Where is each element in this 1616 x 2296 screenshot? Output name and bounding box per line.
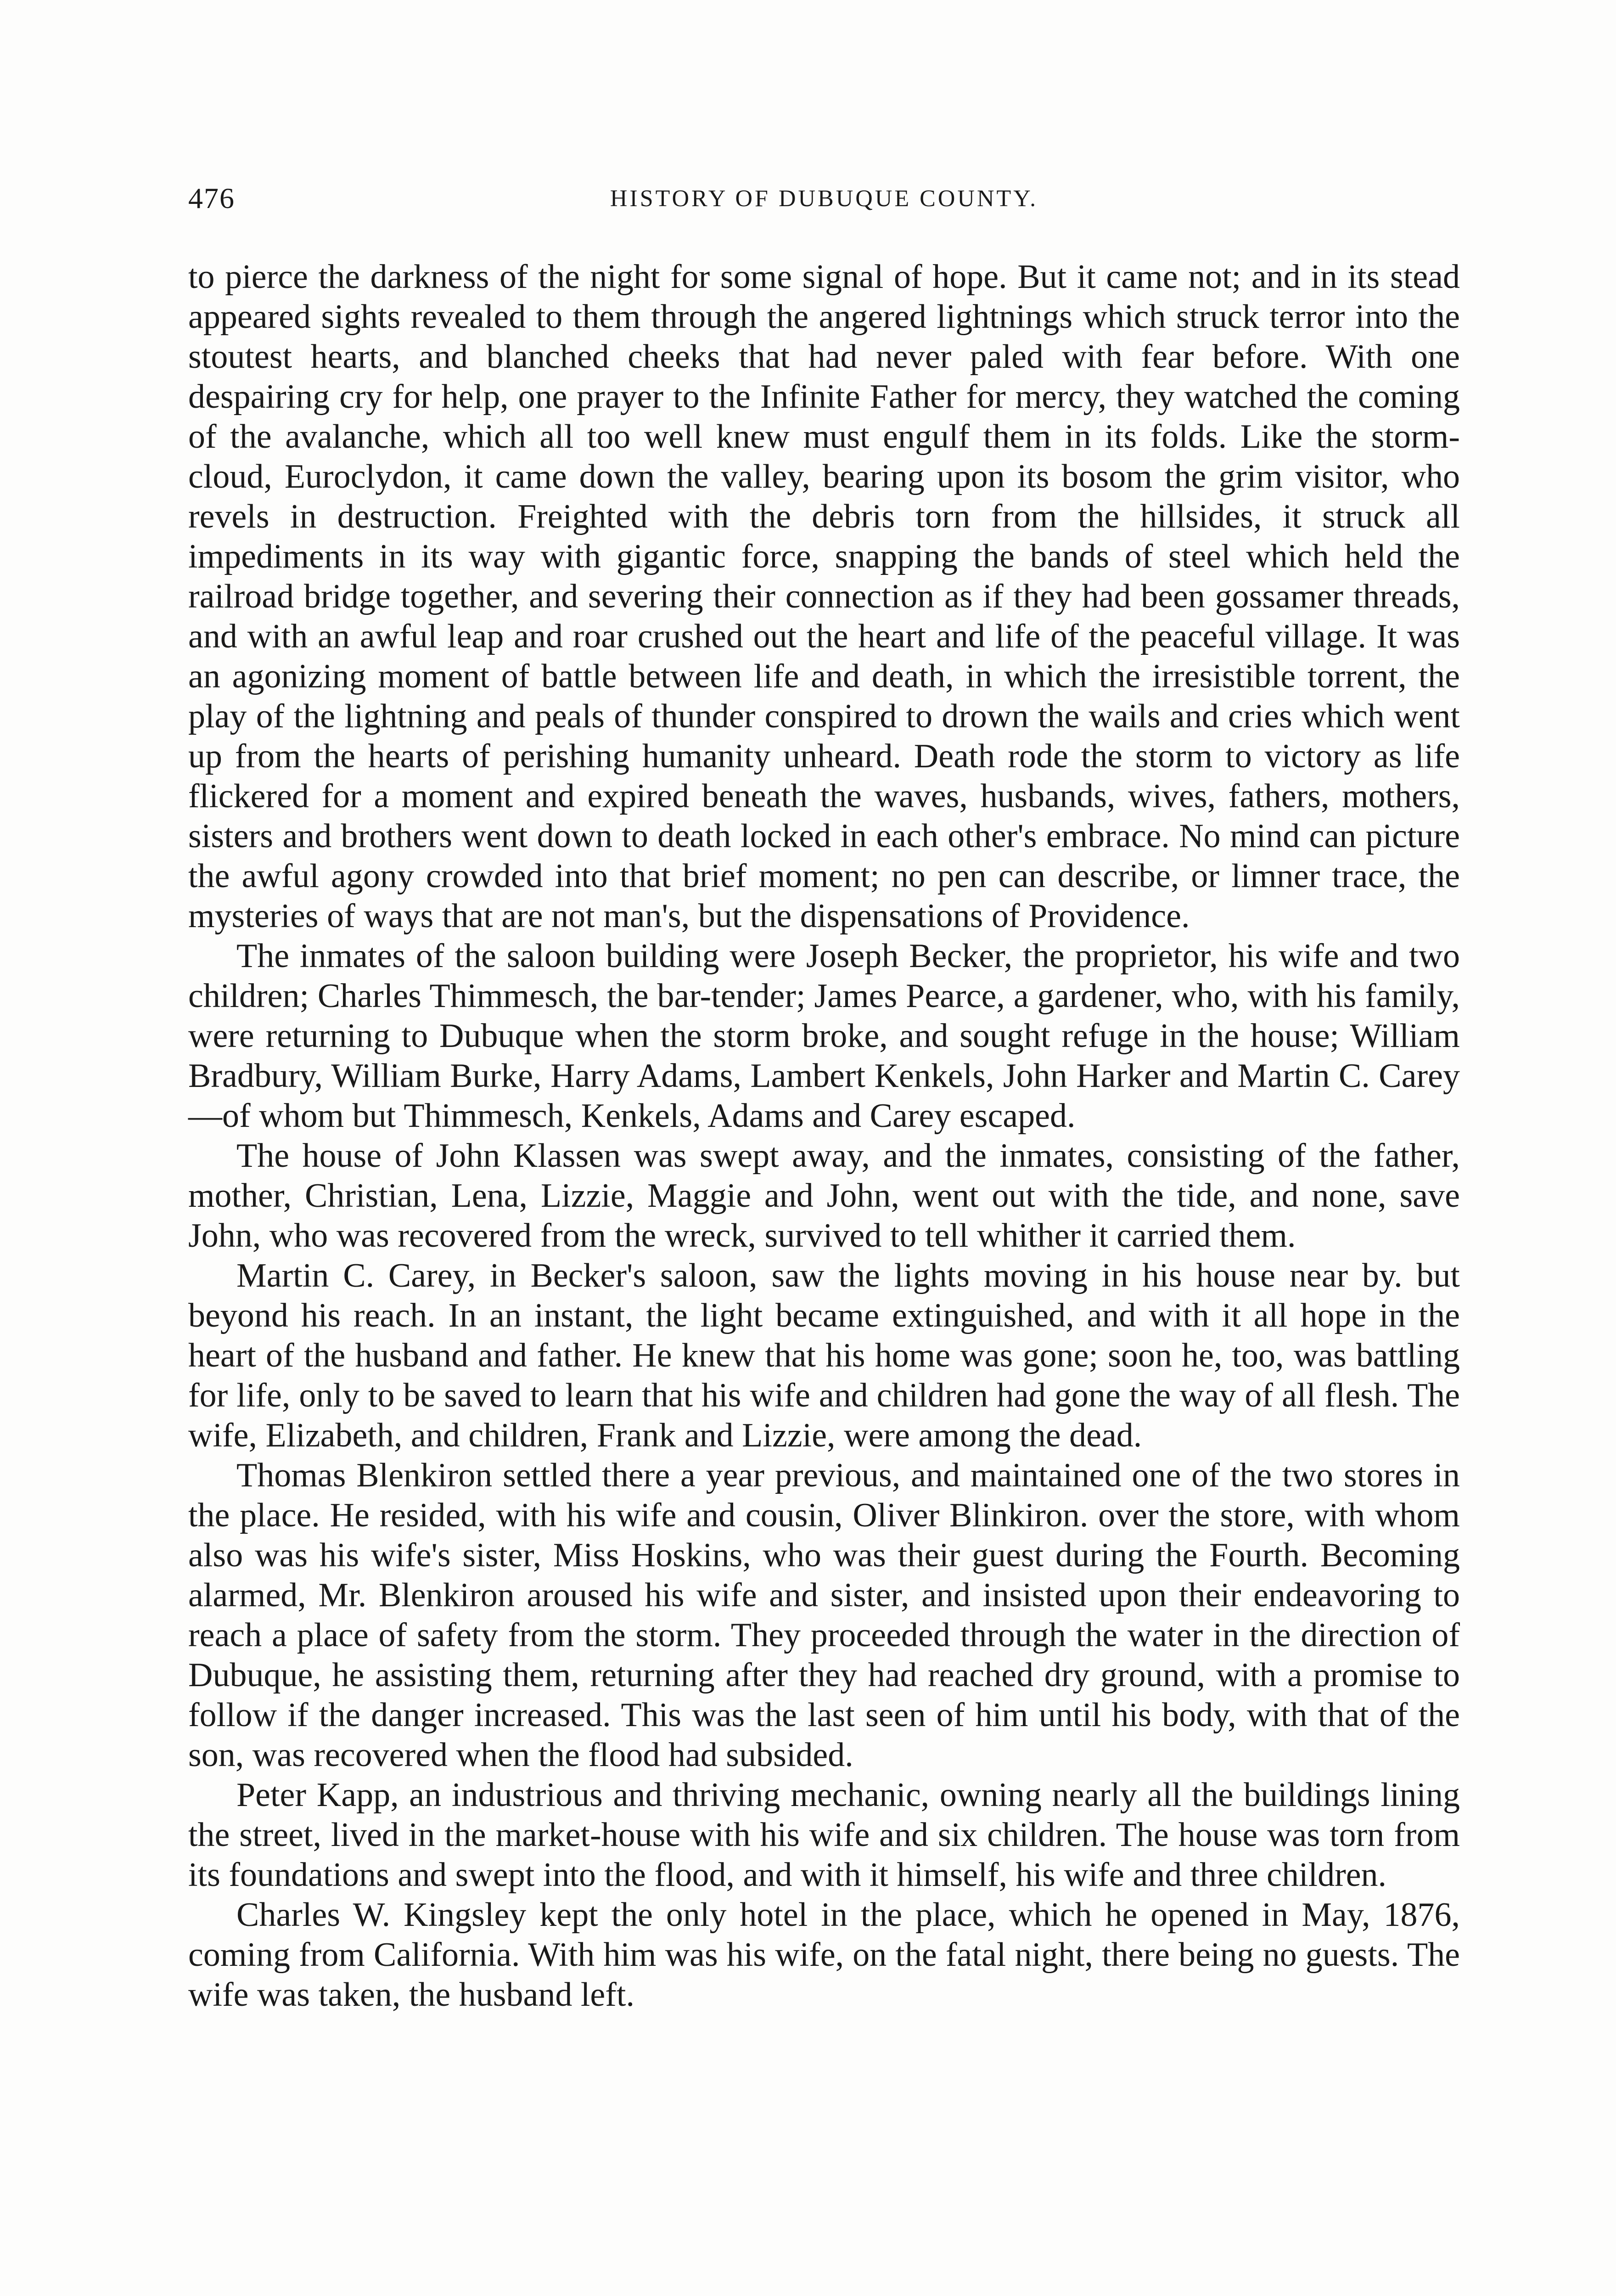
paragraph-martin-carey: Martin C. Carey, in Becker's saloon, saw the lights moving in his house near by. but beyond his reach. In an instant, the light became extinguished, and with it all hope in the heart of the husband and father. He knew that his home was gone; soon he, too, was battling for life, only to be saved to learn that his wife and children had gone the way of all flesh. The wife, Elizabeth, and children, Frank and Lizzie, were among the dead.: [188, 1257, 1460, 1454]
running-head: [188, 181, 1460, 223]
paragraph-avalanche: to pierce the darkness of the night for some signal of hope. But it came not; and in its stead appeared sights revealed to them through the angered lightnings which struck terror into the stoutest hearts, and blanched cheeks that had never paled with fear before. With one despairing cry for help, one prayer to the Infinite Father for mercy, they watched the coming of the avalanche, which all too well knew must engulf them in its folds. Like the storm-cloud, Euroclydon, it came down the valley, bearing upon its bosom the grim visitor, who revels in destruction. Freighted with the debris torn from the hillsides, it struck all impediments in its way with gigantic force, snapping the bands of steel which held the railroad bridge together, and severing their connection as if they had been gossamer threads, and with an awful leap and roar crushed out the heart and life of the peaceful village. It was an agonizing moment of battle between life and death, in which the irresistible torrent, the play of the lightning and peals of thunder conspired to drown the wails and cries which went up from the hearts of perishing humanity unheard. Death rode the storm to victory as life flickered for a moment and expired beneath the waves, husbands, wives, fathers, mothers, sisters and brothers went down to death locked in each other's embrace. No mind can picture the awful agony crowded into that brief moment; no pen can describe, or limner trace, the mysteries of ways that are not man's, but the dispensations of Providence.: [188, 258, 1460, 935]
paragraph-peter-kapp: Peter Kapp, an industrious and thriving mechanic, owning nearly all the buildings lining the street, lived in the market-house with his wife and six children. The house was torn from its foundations and swept into the flood, and with it himself, his wife and three children.: [188, 1776, 1460, 1894]
running-title: HISTORY OF DUBUQUE COUNTY.: [610, 186, 1038, 212]
body-text: [188, 257, 1460, 2015]
paragraph-klassen-house: The house of John Klassen was swept away, and the inmates, consisting of the father, mother, Christian, Lena, Lizzie, Maggie and John, went out with the tide, and none, save John, who was recovered from the wreck, survived to tell whither it carried them.: [188, 1137, 1460, 1255]
paragraph-charles-kingsley: Charles W. Kingsley kept the only hotel in the place, which he opened in May, 1876, coming from California. With him was his wife, on the fatal night, there being no guests. The wife was taken, the husband left.: [188, 1896, 1460, 2014]
paragraph-saloon-inmates: The inmates of the saloon building were Joseph Becker, the proprietor, his wife and two children; Charles Thimmesch, the bar-tender; James Pearce, a gardener, who, with his family, were returning to Dubuque when the storm broke, and sought refuge in the house; William Bradbury, William Burke, Harry Adams, Lambert Kenkels, John Harker and Martin C. Carey—of whom but Thimmesch, Kenkels, Adams and Carey escaped.: [188, 937, 1460, 1135]
paragraph-thomas-blenkiron: Thomas Blenkiron settled there a year previous, and maintained one of the two stores in the place. He resided, with his wife and cousin, Oliver Blinkiron. over the store, with whom also was his wife's sister, Miss Hoskins, who was their guest during the Fourth. Becoming alarmed, Mr. Blenkiron aroused his wife and sister, and insisted upon their endeavoring to reach a place of safety from the storm. They proceeded through the water in the direction of Dubuque, he assisting them, returning after they had reached dry ground, with a promise to follow if the danger increased. This was the last seen of him until his body, with that of the son, was recovered when the flood had subsided.: [188, 1457, 1460, 1774]
page-number: 476: [188, 182, 235, 214]
